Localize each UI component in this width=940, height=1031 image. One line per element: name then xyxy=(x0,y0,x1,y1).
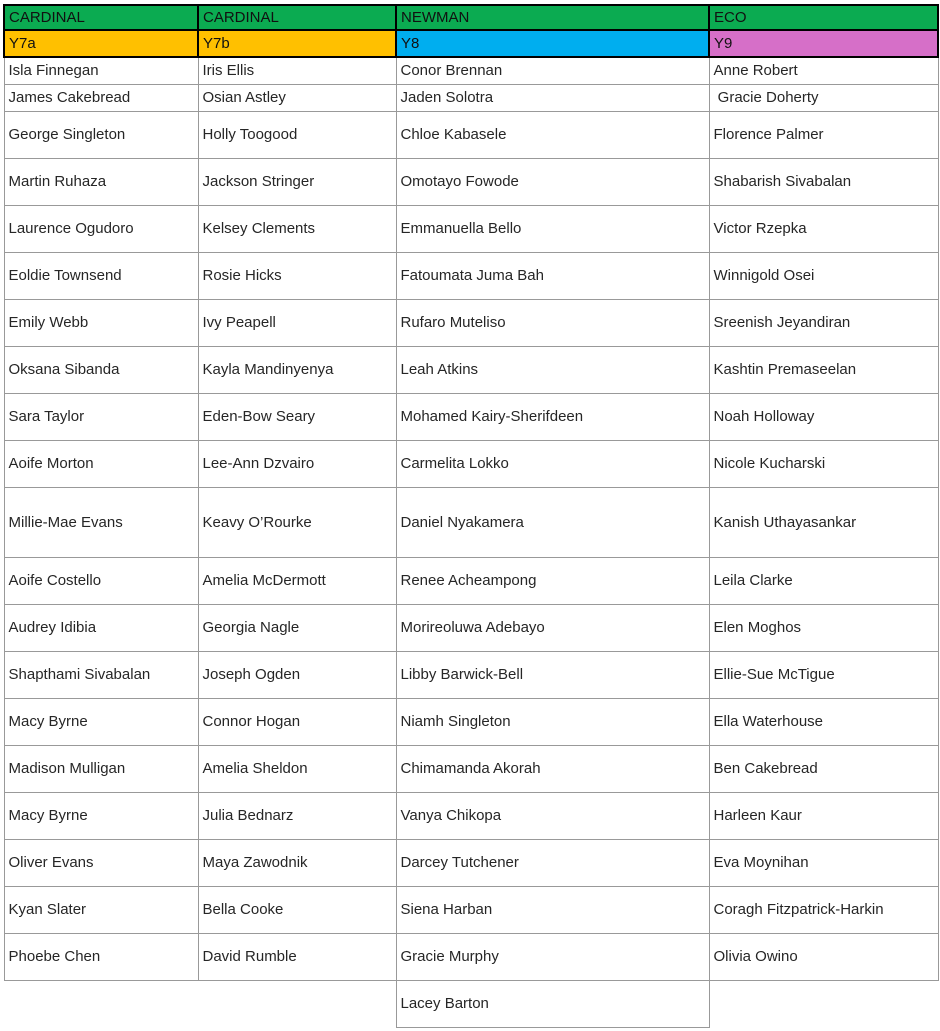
table-row xyxy=(4,651,938,698)
year-header-y8: Y8 xyxy=(396,30,709,57)
table-row xyxy=(4,299,938,346)
student-cell: Harleen Kaur xyxy=(709,792,938,839)
student-cell: Connor Hogan xyxy=(198,698,396,745)
table-row xyxy=(4,980,938,1027)
student-cell: Kayla Mandinyenya xyxy=(198,346,396,393)
student-cell: Kashtin Premaseelan xyxy=(709,346,938,393)
table-row xyxy=(4,604,938,651)
student-cell: Oliver Evans xyxy=(4,839,198,886)
table-row xyxy=(4,557,938,604)
empty-area xyxy=(198,980,396,1027)
student-cell: Maya Zawodnik xyxy=(198,839,396,886)
student-cell: Laurence Ogudoro xyxy=(4,205,198,252)
student-cell: Olivia Owino xyxy=(709,933,938,980)
student-cell: Renee Acheampong xyxy=(396,557,709,604)
table-row xyxy=(4,839,938,886)
student-cell: Conor Brennan xyxy=(396,57,709,84)
student-cell: Lacey Barton xyxy=(396,980,709,1027)
student-cell: Georgia Nagle xyxy=(198,604,396,651)
student-cell: Rosie Hicks xyxy=(198,252,396,299)
student-cell: Omotayo Fowode xyxy=(396,158,709,205)
table-row xyxy=(4,252,938,299)
student-cell: Eoldie Townsend xyxy=(4,252,198,299)
student-cell: Noah Holloway xyxy=(709,393,938,440)
student-cell: Oksana Sibanda xyxy=(4,346,198,393)
student-cell: Ivy Peapell xyxy=(198,299,396,346)
house-header-cardinal-2: CARDINAL xyxy=(198,5,396,30)
student-roster-table xyxy=(3,4,939,1028)
student-cell: Macy Byrne xyxy=(4,792,198,839)
student-cell: Coragh Fitzpatrick-Harkin xyxy=(709,886,938,933)
student-cell: Leah Atkins xyxy=(396,346,709,393)
student-cell: Gracie Murphy xyxy=(396,933,709,980)
student-cell: Carmelita Lokko xyxy=(396,440,709,487)
student-cell: Lee-Ann Dzvairo xyxy=(198,440,396,487)
year-header-y9: Y9 xyxy=(709,30,938,57)
student-cell: Martin Ruhaza xyxy=(4,158,198,205)
student-cell: Kyan Slater xyxy=(4,886,198,933)
student-cell: Libby Barwick-Bell xyxy=(396,651,709,698)
student-cell: Madison Mulligan xyxy=(4,745,198,792)
student-cell: Mohamed Kairy-Sherifdeen xyxy=(396,393,709,440)
student-cell: Emmanuella Bello xyxy=(396,205,709,252)
student-roster-sheet xyxy=(3,4,939,1028)
student-cell: Phoebe Chen xyxy=(4,933,198,980)
table-row xyxy=(4,745,938,792)
table-row xyxy=(4,393,938,440)
student-cell: Ella Waterhouse xyxy=(709,698,938,745)
student-cell: Ellie-Sue McTigue xyxy=(709,651,938,698)
empty-area xyxy=(4,980,198,1027)
year-header-y7b: Y7b xyxy=(198,30,396,57)
house-header-cardinal-1: CARDINAL xyxy=(4,5,198,30)
house-header-newman: NEWMAN xyxy=(396,5,709,30)
student-cell: Joseph Ogden xyxy=(198,651,396,698)
student-cell: Morireoluwa Adebayo xyxy=(396,604,709,651)
student-cell: Shapthami Sivabalan xyxy=(4,651,198,698)
student-cell: Winnigold Osei xyxy=(709,252,938,299)
year-header-row xyxy=(4,30,938,57)
student-cell: Amelia McDermott xyxy=(198,557,396,604)
student-cell: Rufaro Muteliso xyxy=(396,299,709,346)
student-cell: Florence Palmer xyxy=(709,111,938,158)
table-row xyxy=(4,440,938,487)
student-cell: Eva Moynihan xyxy=(709,839,938,886)
student-cell: Niamh Singleton xyxy=(396,698,709,745)
student-cell: Amelia Sheldon xyxy=(198,745,396,792)
student-cell: Holly Toogood xyxy=(198,111,396,158)
student-cell: Shabarish Sivabalan xyxy=(709,158,938,205)
student-cell: Aoife Morton xyxy=(4,440,198,487)
table-row xyxy=(4,346,938,393)
table-row xyxy=(4,205,938,252)
student-cell: Jaden Solotra xyxy=(396,84,709,111)
student-cell: Sreenish Jeyandiran xyxy=(709,299,938,346)
student-cell: Gracie Doherty xyxy=(709,84,938,111)
student-cell: Darcey Tutchener xyxy=(396,839,709,886)
student-cell: Ben Cakebread xyxy=(709,745,938,792)
student-cell: Aoife Costello xyxy=(4,557,198,604)
table-row xyxy=(4,158,938,205)
table-row xyxy=(4,111,938,158)
table-row xyxy=(4,886,938,933)
student-cell: Siena Harban xyxy=(396,886,709,933)
student-cell: Vanya Chikopa xyxy=(396,792,709,839)
student-cell: Kanish Uthayasankar xyxy=(709,487,938,557)
house-header-eco: ECO xyxy=(709,5,938,30)
student-cell: Emily Webb xyxy=(4,299,198,346)
table-row xyxy=(4,698,938,745)
student-cell: Chimamanda Akorah xyxy=(396,745,709,792)
student-cell: Sara Taylor xyxy=(4,393,198,440)
student-cell: Julia Bednarz xyxy=(198,792,396,839)
student-cell: Jackson Stringer xyxy=(198,158,396,205)
house-header-row xyxy=(4,5,938,30)
student-cell: Elen Moghos xyxy=(709,604,938,651)
student-cell: Nicole Kucharski xyxy=(709,440,938,487)
student-cell: Anne Robert xyxy=(709,57,938,84)
year-header-y7a: Y7a xyxy=(4,30,198,57)
table-row xyxy=(4,487,938,557)
table-body xyxy=(4,57,938,1027)
table-row xyxy=(4,933,938,980)
empty-area xyxy=(709,980,938,1027)
student-cell: Daniel Nyakamera xyxy=(396,487,709,557)
student-cell: Isla Finnegan xyxy=(4,57,198,84)
student-cell: James Cakebread xyxy=(4,84,198,111)
student-cell: Bella Cooke xyxy=(198,886,396,933)
student-cell: George Singleton xyxy=(4,111,198,158)
student-cell: Osian Astley xyxy=(198,84,396,111)
student-cell: Kelsey Clements xyxy=(198,205,396,252)
student-cell: Victor Rzepka xyxy=(709,205,938,252)
student-cell: Eden-Bow Seary xyxy=(198,393,396,440)
student-cell: Audrey Idibia xyxy=(4,604,198,651)
student-cell: Macy Byrne xyxy=(4,698,198,745)
student-cell: David Rumble xyxy=(198,933,396,980)
student-cell: Chloe Kabasele xyxy=(396,111,709,158)
table-row xyxy=(4,84,938,111)
table-row xyxy=(4,57,938,84)
student-cell: Fatoumata Juma Bah xyxy=(396,252,709,299)
student-cell: Iris Ellis xyxy=(198,57,396,84)
student-cell: Keavy O’Rourke xyxy=(198,487,396,557)
table-row xyxy=(4,792,938,839)
table-header xyxy=(4,5,938,57)
student-cell: Leila Clarke xyxy=(709,557,938,604)
student-cell: Millie-Mae Evans xyxy=(4,487,198,557)
